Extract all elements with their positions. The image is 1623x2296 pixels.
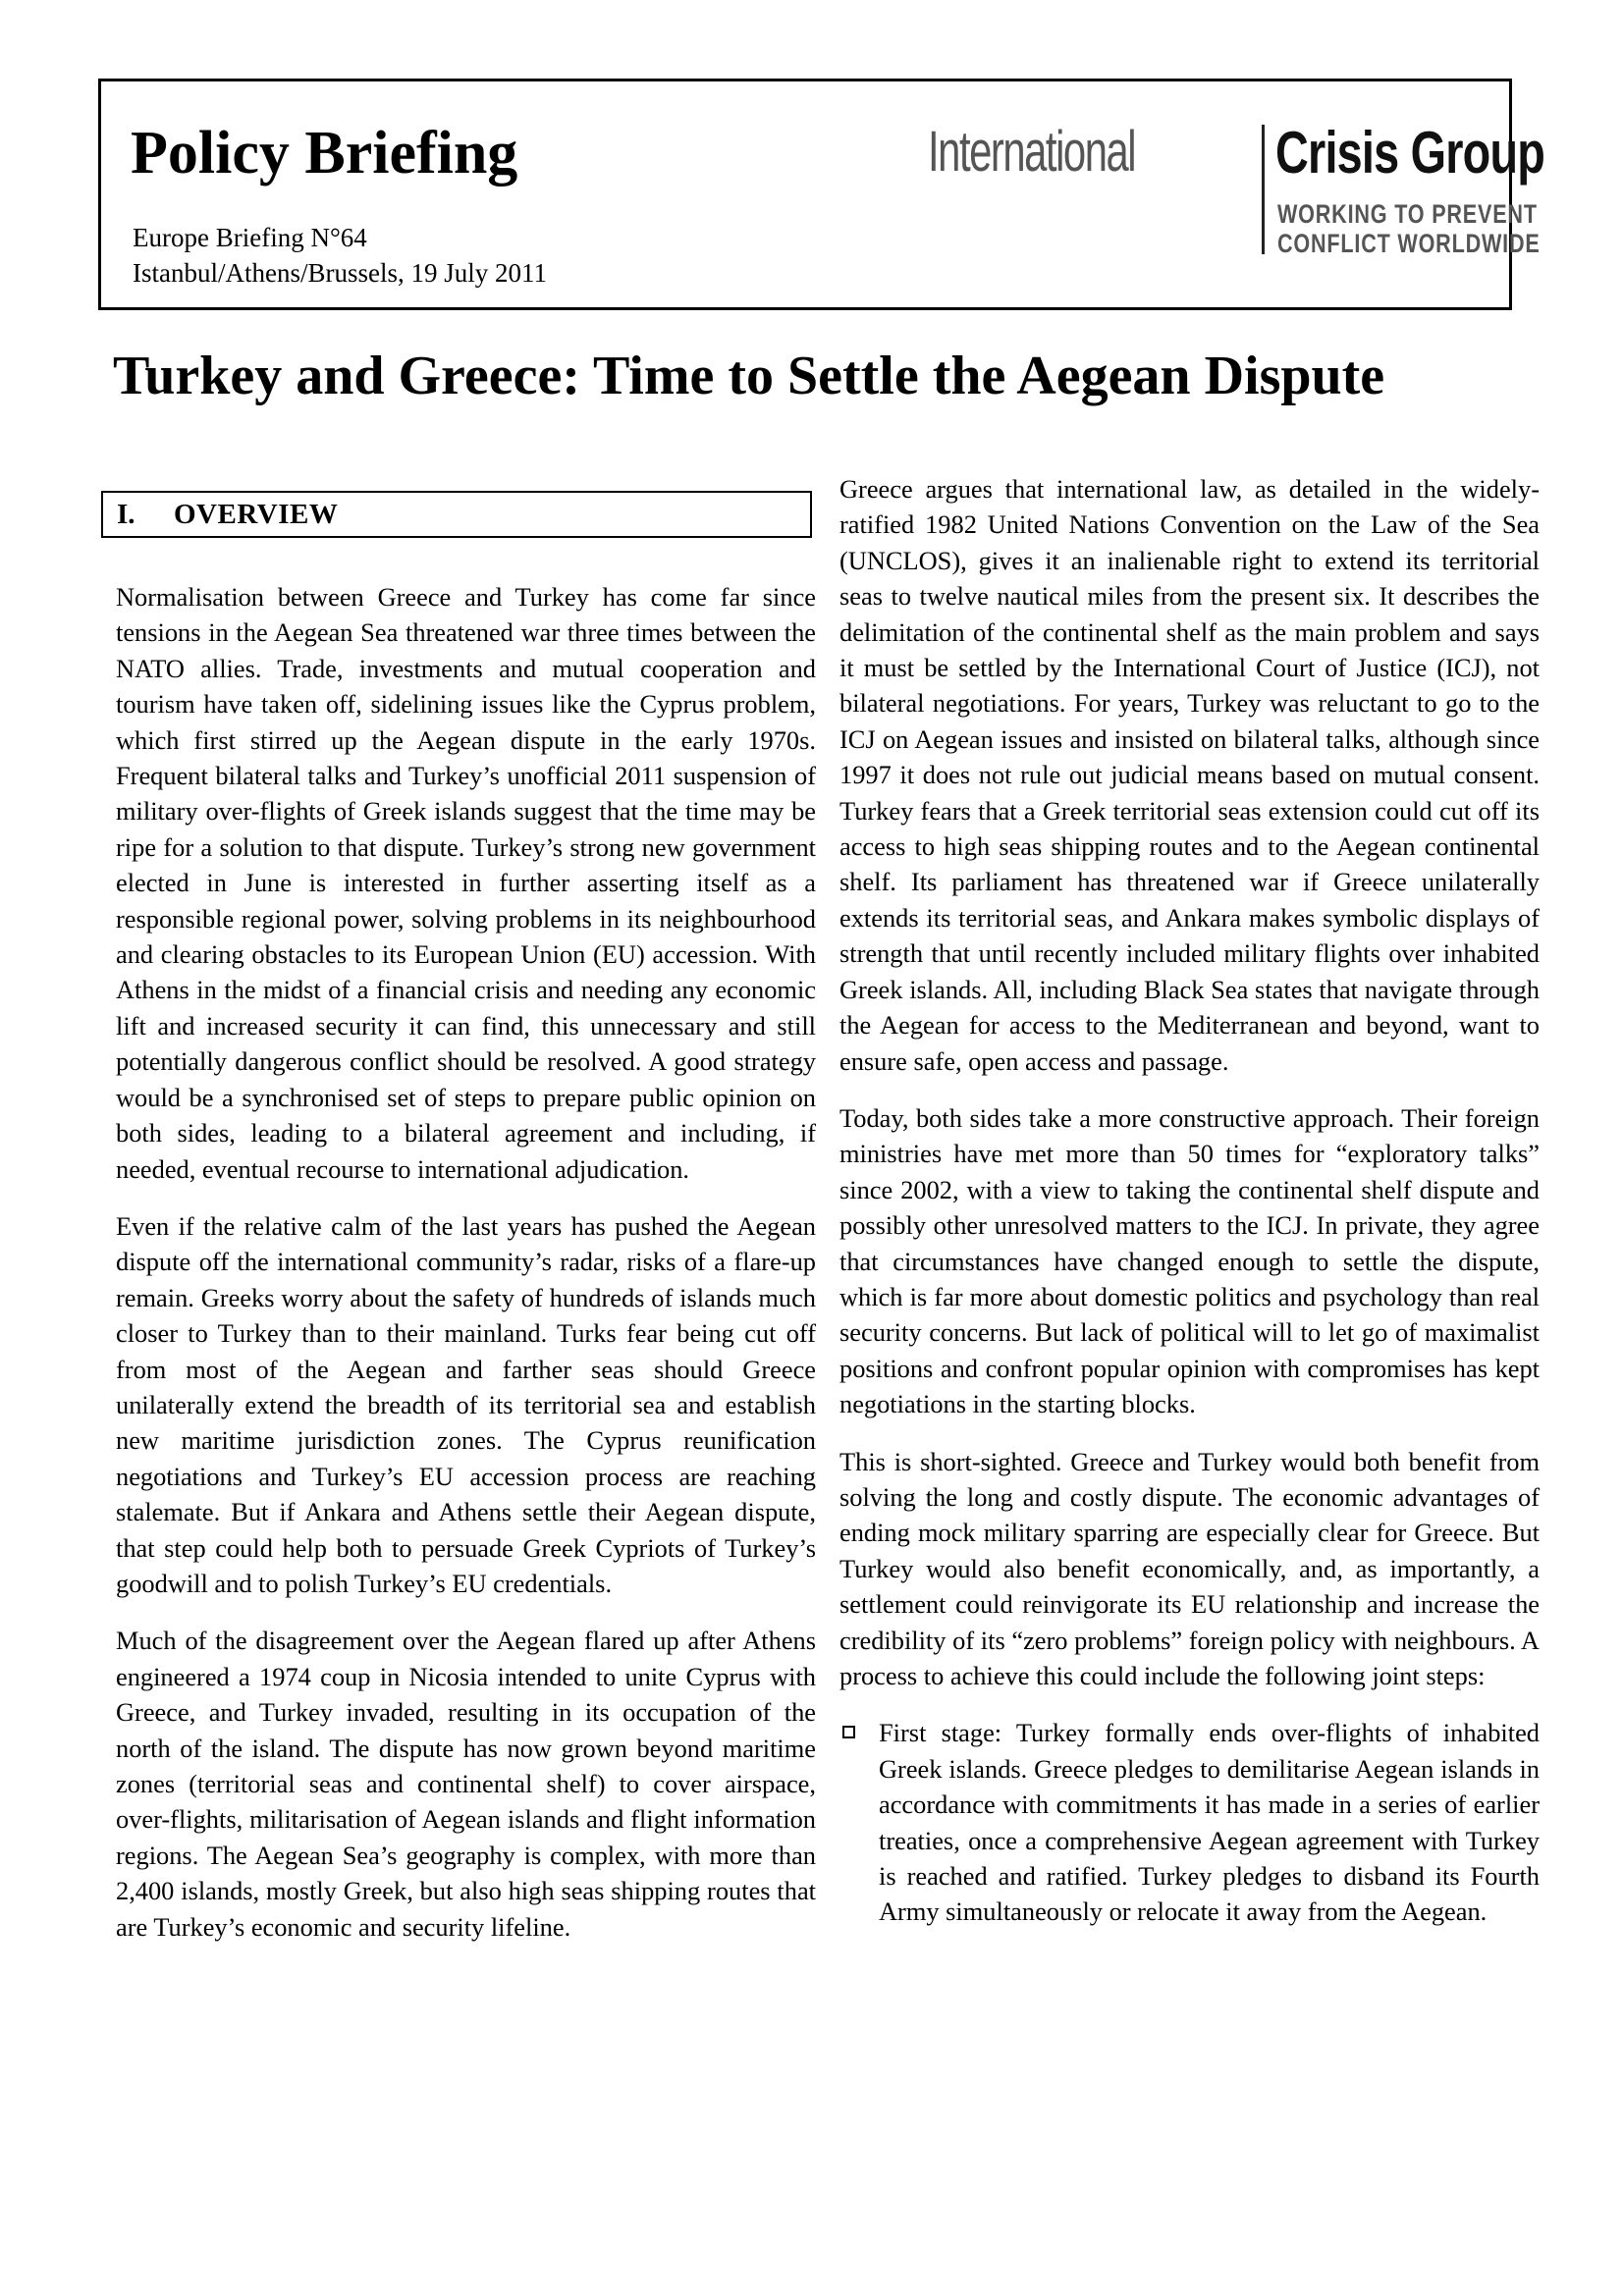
right-column [839, 471, 1540, 1930]
paragraph: Even if the relative calm of the last years has pushed the Aegean dispute off the international community’s radar, risks of a flare-up remain. Greeks worry about the safety of hundreds of islands much closer to Turkey than to their mainland. Turks fear being cut off from most of the Aegean and farther seas should Greece unilaterally extend the breadth of its territorial sea and establish new maritime jurisdiction zones. The Cyprus reunification negotiations and Turkey’s EU accession process are reaching stalemate. But if Ankara and Athens settle their Aegean dispute, that step could help both to persuade Greek Cypriots of Turkey’s goodwill and to polish Turkey’s EU credentials. [116, 1210, 816, 1598]
document-title: Turkey and Greece: Time to Settle the Aegean Dispute [113, 346, 1385, 406]
logo-crisis-group-text: Crisis Group [1275, 120, 1545, 186]
logo-international-text: International [928, 120, 1136, 184]
logo-tagline-1: WORKING TO PREVENT [1277, 199, 1538, 229]
policy-briefing-title: Policy Briefing [131, 120, 518, 187]
paragraph: Much of the disagreement over the Aegean flared up after Athens engineered a 1974 coup in Nicosia intended to unite Cyprus with Greece, and Turkey invaded, resulting in its occupation of the north of the island. The dispute has now grown beyond maritime zones (territorial seas and continental shelf) to cover airspace, over-flights, militarisation of Aegean islands and flight information regions. The Aegean Sea’s geography is complex, with more than 2,400 islands, mostly Greek, but also high seas shipping routes that are Turkey’s economic and security lifeline. [116, 1626, 816, 1942]
paragraph: Today, both sides take a more constructive approach. Their foreign ministries have met more than 50 times for “exploratory talks” since 2002, with a view to taking the continental shelf dispute and possibly other unresolved matters to the ICJ. In private, they agree that circumstances have changed enough to settle the dispute, which is far more about domestic politics and psychology than real security concerns. But lack of political will to let go of maximalist positions and confront popular opinion with compromises has kept negotiations in the starting blocks. [839, 1102, 1540, 1419]
bullet-text: First stage: Turkey formally ends over-flights of inhabited Greek islands. Greece pledges to demilitarise Aegean islands in accordance with commitments it has made in a series of earlier treaties, once a comprehensive Aegean agreement with Turkey is reached and ratified. Turkey pledges to disband its Fourth Army simultaneously or relocate it away from the Aegean. [879, 1718, 1540, 1927]
left-column [116, 579, 816, 1966]
logo-divider [1262, 125, 1265, 254]
section-heading-box [101, 491, 812, 538]
paragraph: Normalisation between Greece and Turkey has come far since tensions in the Aegean Sea threatened war three times between the NATO allies. Trade, investments and mutual cooperation and tourism have taken off, sidelining issues like the Cyprus problem, which first stirred up the Aegean dispute in the early 1970s. Frequent bilateral talks and Turkey’s unofficial 2011 suspension of military over-flights of Greek islands suggest that the time may be ripe for a solution to that dispute. Turkey’s strong new government elected in June is interested in further asserting itself as a responsible regional power, solving problems in its neighbourhood and clearing obstacles to its European Union (EU) accession. With Athens in the midst of a financial crisis and needing any economic lift and increased security it can find, this unnecessary and still potentially dangerous conflict should be resolved. A good strategy would be a synchronised set of steps to prepare public opinion on both sides, leading to a bilateral agreement and including, if needed, eventual recourse to international adjudication. [116, 582, 816, 1184]
paragraph: Greece argues that international law, as detailed in the widely-ratified 1982 United Nations Convention on the Law of the Sea (UNCLOS), gives it an inalienable right to extend its territorial seas to twelve nautical miles from the present six. It describes the delimitation of the continental shelf as the main problem and says it must be settled by the International Court of Justice (ICJ), not bilateral negotiations. For years, Turkey was reluctant to go to the ICJ on Aegean issues and insisted on bilateral talks, although since 1997 it does not rule out judicial means based on mutual consent. Turkey fears that a Greek territorial seas extension could cut off its access to high seas shipping routes and to the Aegean continental shelf. Its parliament has threatened war if Greece unilaterally extends its territorial seas, and Ankara makes symbolic displays of strength that until recently included military flights over inhabited Greek islands. All, including Black Sea states that navigate through the Aegean for access to the Mediterranean and beyond, want to ensure safe, open access and passage. [839, 474, 1540, 1076]
crisis-group-logo [928, 120, 1545, 297]
paragraph: This is short-sighted. Greece and Turkey would both benefit from solving the long and costly dispute. The economic advantages of ending mock military sparring are especially clear for Greece. But Turkey would also benefit economically, and, as importantly, a settlement could reinvigorate its EU relationship and increase the credibility of its “zero problems” foreign policy with neighbours. A process to achieve this could include the following joint steps: [839, 1446, 1540, 1690]
place-date: Istanbul/Athens/Brussels, 19 July 2011 [133, 258, 547, 288]
bullet-item [839, 1715, 1540, 1929]
header-box [98, 79, 1545, 310]
section-title: OVERVIEW [174, 499, 339, 530]
section-number: I. [117, 499, 135, 530]
checkbox-bullet-icon [842, 1726, 855, 1738]
briefing-number: Europe Briefing N°64 [133, 223, 367, 252]
logo-tagline-2: CONFLICT WORLDWIDE [1277, 229, 1541, 258]
